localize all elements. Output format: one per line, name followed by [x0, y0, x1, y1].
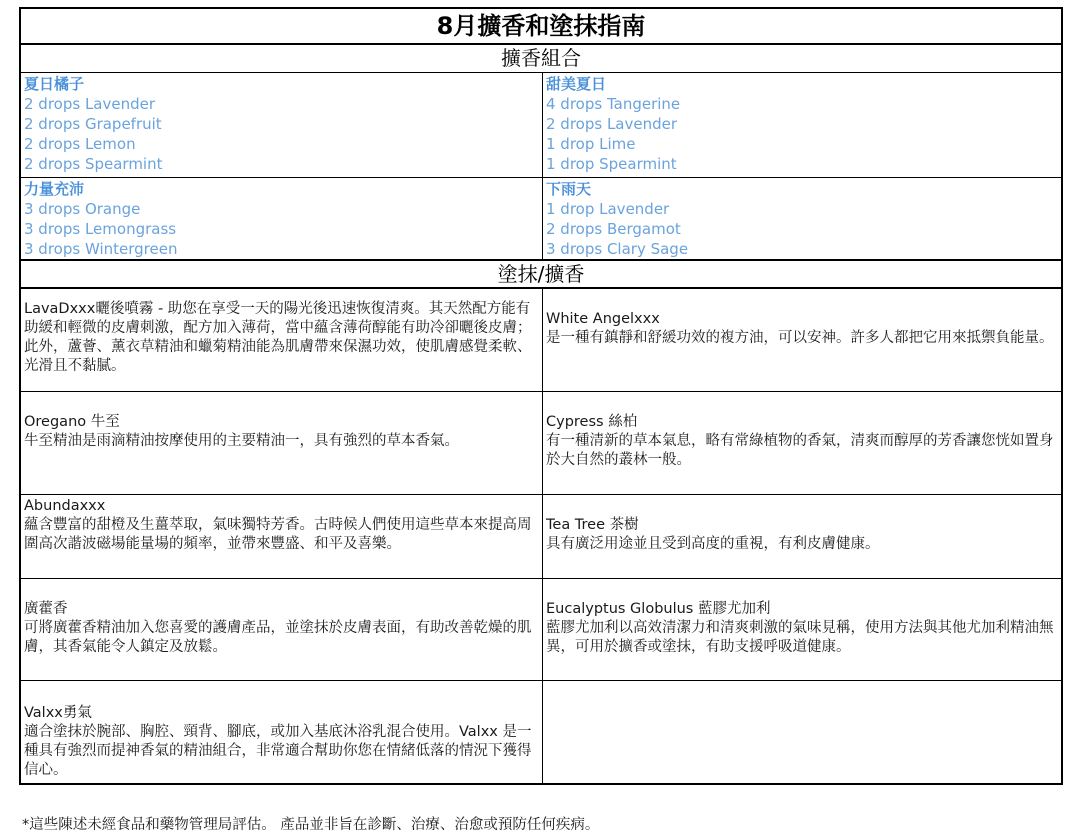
blend-line: 3 drops Orange [24, 200, 141, 218]
oil-description: 蘊含豐富的甜橙及生薑萃取，氣味獨特芳香。古時候人們使用這些草本來提高周圍高次諧波磁場能量場的頻率，並帶來豐盛、和平及喜樂。 [24, 517, 532, 552]
blend-line: 2 drops Lemon [24, 135, 136, 153]
oil-cell-patchouli [21, 579, 542, 680]
oil-description: 有一種清新的草本氣息，略有常綠植物的香氣，清爽而醇厚的芳香讓您恍如置身於大自然的叢林一般。 [546, 433, 1054, 468]
oil-name: Tea Tree 茶樹 [546, 517, 639, 533]
page-title: 8月擴香和塗抹指南 [436, 12, 646, 40]
oil-cell-white-angel [543, 289, 1061, 391]
oil-name: Cypress 絲柏 [546, 414, 638, 430]
blend-line: 2 drops Spearmint [24, 155, 163, 173]
blend-line: 1 drop Lavender [546, 200, 670, 218]
blend-name: 夏日橘子 [24, 75, 85, 93]
oil-name: Valxx勇氣 [24, 705, 92, 721]
oil-cell-lavadxxx [21, 289, 542, 391]
oil-cell-valxx [21, 681, 542, 783]
blend-name: 下雨天 [546, 180, 592, 198]
blend-line: 2 drops Lavender [24, 95, 156, 113]
blend-line: 3 drops Lemongrass [24, 220, 177, 238]
oil-name: Abundaxxx [24, 498, 106, 514]
oil-description: 是一種有鎮靜和舒緩功效的複方油，可以安神。許多人都把它用來抵禦負能量。 [546, 330, 1054, 346]
blend-line: 3 drops Clary Sage [546, 240, 689, 258]
blend-cell-summer-orange [21, 73, 542, 177]
oil-description: 適合塗抹於腕部、胸腔、頸背、腳底，或加入基底沐浴乳混合使用。Valxx 是一種具有強烈而提神香氣的精油組合，非常適合幫助你您在情緒低落的情況下獲得信心。 [24, 724, 532, 778]
blend-line: 2 drops Bergamot [546, 220, 681, 238]
empty-cell [543, 681, 1061, 783]
oil-cell-cypress [543, 392, 1061, 494]
oil-cell-oregano [21, 392, 542, 494]
oil-description: 具有廣泛用途並且受到高度的重視，有利皮膚健康。 [546, 536, 880, 552]
oil-description: 可將廣藿香精油加入您喜愛的護膚產品，並塗抹於皮膚表面，有助改善乾燥的肌膚，其香氣能令人鎮定及放鬆。 [24, 620, 532, 655]
oil-description: 藍膠尤加利以高效清潔力和清爽刺激的氣味見稱，使用方法與其他尤加利精油無異，可用於擴香或塗抹，有助支援呼吸道健康。 [546, 620, 1054, 655]
oil-cell-tea-tree [543, 495, 1061, 578]
oil-cell-eucalyptus [543, 579, 1061, 680]
blend-cell-sweet-summer [543, 73, 1061, 177]
blend-line: 4 drops Tangerine [546, 95, 681, 113]
diffuse-section-heading: 擴香組合 [501, 46, 581, 70]
blend-line: 2 drops Grapefruit [24, 115, 162, 133]
blend-line: 2 drops Lavender [546, 115, 678, 133]
disclaimer-footnote: *這些陳述未經食品和藥物管理局評估。 產品並非旨在診斷、治療、治愈或預防任何疾病。 [22, 817, 600, 833]
blend-name: 力量充沛 [24, 180, 85, 198]
oil-name: White Angelxxx [546, 311, 660, 327]
blend-name: 甜美夏日 [546, 75, 607, 93]
oil-name: Oregano 牛至 [24, 414, 120, 430]
guide-table [19, 7, 1063, 785]
oil-description: 牛至精油是雨滴精油按摩使用的主要精油一，具有強烈的草本香氣。 [24, 433, 459, 449]
oil-name: 廣藿香 [24, 601, 68, 617]
blend-line: 1 drop Lime [546, 135, 636, 153]
oil-description: LavaDxxx曬後噴霧 - 助您在享受一天的陽光後迅速恢復清爽。其天然配方能有助緩和輕微的皮膚刺激，配方加入薄荷，當中蘊含薄荷醇能有助冷卻曬後皮膚；此外，蘆薈、薰衣草精油和蠟菊精油能為肌膚帶來保濕功效，使肌膚感覺柔軟、光滑且不黏膩。 [24, 301, 532, 374]
blend-cell-energy [21, 178, 542, 259]
oil-cell-abundaxxx [21, 495, 542, 578]
blend-line: 1 drop Spearmint [546, 155, 677, 173]
blend-cell-rainy-day [543, 178, 1061, 259]
topical-section-heading: 塗抹/擴香 [497, 262, 585, 286]
blend-line: 3 drops Wintergreen [24, 240, 178, 258]
oil-name: Eucalyptus Globulus 藍膠尤加利 [546, 601, 771, 617]
